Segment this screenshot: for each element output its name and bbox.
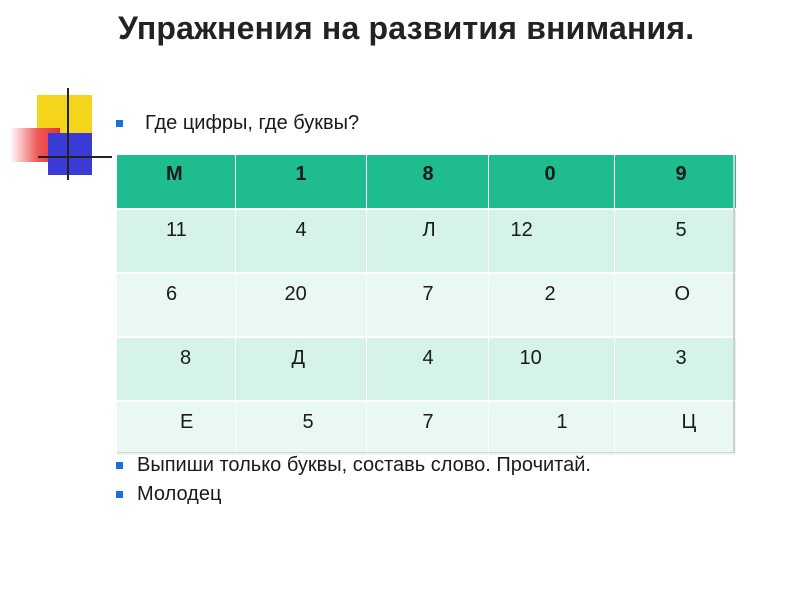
bullet-text: Выпиши только буквы, составь слово. Прочитай. [137, 454, 591, 476]
table-header-cell: 8 [366, 155, 488, 209]
table-header-cell: М [117, 155, 235, 209]
table-cell: О [614, 273, 736, 337]
table-header-cell: 0 [488, 155, 614, 209]
table-cell: 12 [488, 209, 614, 273]
blue-square [48, 133, 92, 175]
bullet-item [116, 483, 221, 506]
bullet-square-icon [116, 462, 123, 469]
table-cell: 20 [235, 273, 366, 337]
table-cell: 7 [366, 401, 488, 456]
table-cell: Е [117, 401, 235, 456]
table-cell: 10 [488, 337, 614, 401]
horizontal-line [38, 156, 112, 158]
letters-numbers-table [117, 155, 736, 455]
table-cell: 4 [366, 337, 488, 401]
table-row [117, 337, 736, 401]
bullet-text: Где цифры, где буквы? [145, 112, 360, 134]
table-cell: 3 [614, 337, 736, 401]
table-shadow-right [733, 155, 735, 452]
table-cell: 2 [488, 273, 614, 337]
table-cell: 5 [235, 401, 366, 456]
bullet-square-icon [116, 120, 123, 127]
table-header-cell: 1 [235, 155, 366, 209]
table-row [117, 209, 736, 273]
table-cell: 11 [117, 209, 235, 273]
table-cell: 5 [614, 209, 736, 273]
bullet-item [116, 454, 591, 477]
table-shadow-bottom [117, 452, 735, 453]
table-cell: 1 [488, 401, 614, 456]
table-cell: Ц [614, 401, 736, 456]
slide-title: Упражнения на развития внимания. [118, 10, 695, 46]
bullet-square-icon [116, 491, 123, 498]
bullet-item [116, 112, 359, 135]
table-header-cell: 9 [614, 155, 736, 209]
vertical-line [67, 88, 69, 180]
table-header-row [117, 155, 736, 209]
table-row [117, 401, 736, 456]
table-cell: Л [366, 209, 488, 273]
table-row [117, 273, 736, 337]
table-cell: 4 [235, 209, 366, 273]
table-cell: 6 [117, 273, 235, 337]
table-cell: 7 [366, 273, 488, 337]
table-cell: 8 [117, 337, 235, 401]
table-cell: Д [235, 337, 366, 401]
bullet-text: Молодец [137, 483, 222, 505]
